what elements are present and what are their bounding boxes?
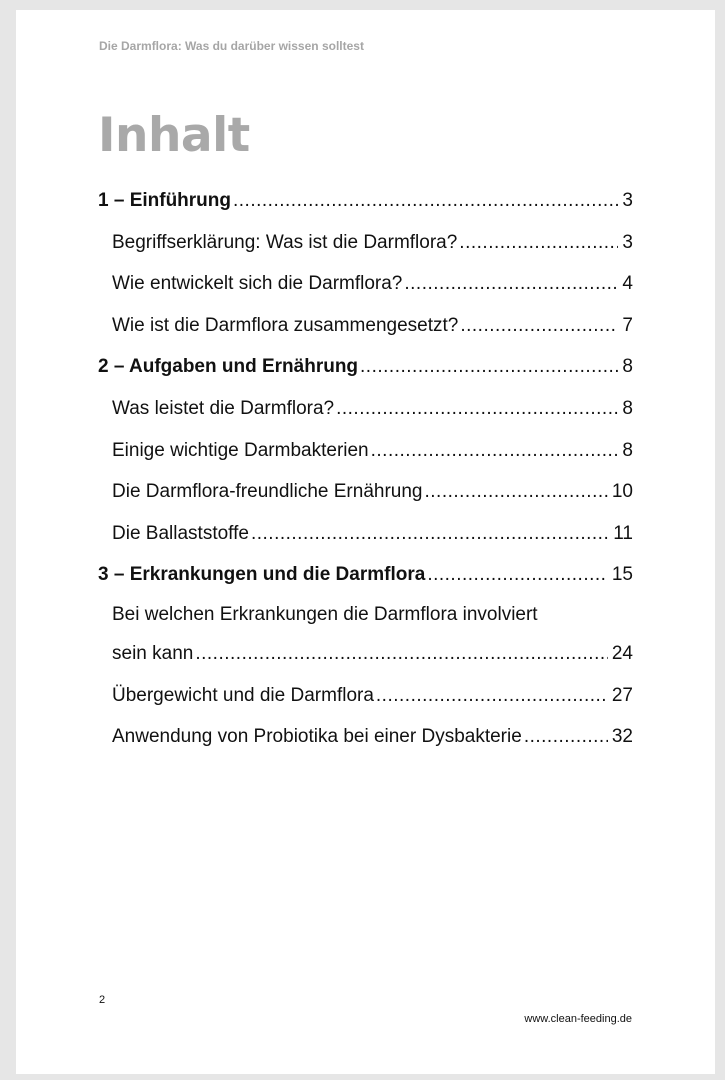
toc-entry-text: Wie ist die Darmflora zusammengesetzt? [112,314,459,336]
toc-leader-dots [336,388,618,430]
toc-entry-text: Anwendung von Probiotika bei einer Dysbakterie [112,726,522,748]
toc-leader-dots [427,554,608,596]
toc-page-number: 7 [622,314,633,336]
toc-leader-dots [233,180,618,222]
toc-page-number: 8 [622,356,633,378]
page-number: 2 [99,994,106,1006]
toc-page-number: 3 [622,231,633,253]
toc-page-number: 32 [611,726,633,748]
toc-page-number: 3 [622,190,633,211]
toc-entry-section[interactable] [98,471,633,513]
toc-entry-text: Die Ballaststoffe [112,522,249,544]
toc-entry-section[interactable] [98,513,633,555]
toc-entry-text: Was leistet die Darmflora? [112,397,335,419]
footer-url[interactable]: www.clean-feeding.de [524,1013,632,1025]
toc-entry-continuation [112,633,633,675]
toc-page-number: 11 [613,522,633,544]
toc-entry-text: Bei welchen Erkrankungen die Darmflora involviert [112,603,538,625]
toc-page-number: 27 [611,684,633,706]
toc-page-number: 8 [622,397,633,419]
toc-entry-section[interactable] [98,716,633,758]
toc-leader-dots [360,346,618,388]
toc-entry-text: 2 – Aufgaben und Ernährung [98,356,359,378]
toc-leader-dots [404,263,618,305]
toc-entry-text: Einige wichtige Darmbakterien [112,439,369,461]
toc-leader-dots [251,513,609,555]
toc-page-number: 8 [622,439,633,461]
toc-entry-section[interactable] [98,305,633,347]
toc-entry-text: Die Darmflora-freundliche Ernährung [112,481,423,503]
toc-entry-chapter-2[interactable] [98,346,633,388]
toc-leader-dots [459,222,618,264]
toc-entry-text: Übergewicht und die Darmflora [112,684,374,706]
toc-leader-dots [371,430,619,472]
toc-page-number: 24 [611,642,633,664]
toc-entry-text-continued: sein kann [112,642,194,664]
toc-entry-section[interactable] [98,675,633,717]
toc-entry-text: 3 – Erkrankungen und die Darmflora [98,564,426,586]
toc-entry-text: Wie entwickelt sich die Darmflora? [112,273,403,295]
toc-leader-dots [424,471,607,513]
toc-leader-dots [195,633,608,675]
table-of-contents [98,180,633,758]
toc-entry-section[interactable] [98,430,633,472]
toc-leader-dots [524,716,608,758]
toc-entry-text: Begriffserklärung: Was ist die Darmflora? [112,231,458,253]
toc-entry-section[interactable] [98,263,633,305]
toc-page-number: 15 [611,564,633,586]
running-header: Die Darmflora: Was du darüber wissen solltest [99,39,364,53]
document-page [16,10,715,1074]
toc-leader-dots [376,675,608,717]
toc-page-number: 4 [622,273,633,295]
toc-entry-chapter-3[interactable] [98,554,633,596]
toc-page-number: 10 [611,481,633,503]
toc-title: Inhalt [98,108,250,163]
toc-entry-section[interactable] [98,388,633,430]
toc-entry-chapter-1[interactable] [98,180,633,222]
toc-entry-text: 1 – Einführung [98,190,231,211]
toc-entry-section-wrapped[interactable] [98,596,633,675]
toc-entry-section[interactable] [98,222,633,264]
toc-leader-dots [460,305,618,347]
